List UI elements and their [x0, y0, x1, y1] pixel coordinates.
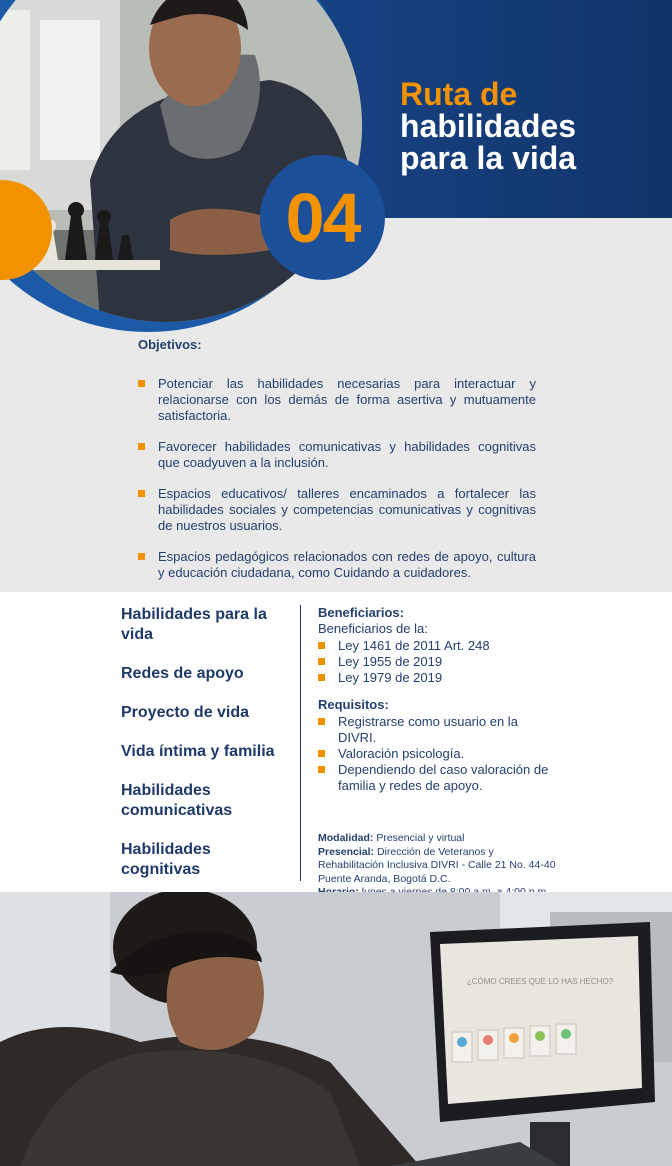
objectives-section: [138, 337, 536, 592]
requirement-item: Registrarse como usuario en la DIVRI.: [318, 714, 558, 746]
beneficiary-item: Ley 1955 de 2019: [318, 654, 558, 670]
objective-item: Espacios pedagógicos relacionados con redes de apoyo, cultura y educación ciudadana, como Cuidando a cuidadores.: [138, 549, 536, 581]
modalidad-line: Modalidad: Presencial y virtual: [318, 832, 465, 844]
beneficiaries-list: [318, 638, 558, 686]
topic-item: Proyecto de vida: [121, 704, 250, 721]
requirement-item: Dependiendo del caso valoración de familia y redes de apoyo.: [318, 762, 558, 794]
topic-item: Vida íntima y familia: [121, 743, 275, 760]
requirements-list: [318, 714, 558, 794]
square-bullet-icon: [318, 750, 325, 757]
topic-item: Habilidades cognitivas: [121, 841, 211, 878]
square-bullet-icon: [138, 443, 145, 450]
beneficiaries-heading: Beneficiarios:: [318, 605, 404, 620]
title-line-1: Ruta de: [400, 76, 518, 112]
beneficiaries-intro: Beneficiarios de la:: [318, 621, 428, 636]
objectives-heading: Objetivos:: [138, 337, 202, 352]
computer-user-photo: [0, 892, 672, 1166]
objective-item: Potenciar las habilidades necesarias para interactuar y relacionarse con los demás de forma asertiva y mutuamente satisfactoria.: [138, 376, 536, 424]
square-bullet-icon: [318, 766, 325, 773]
square-bullet-icon: [318, 718, 325, 725]
vertical-divider: [300, 605, 301, 881]
requirements-heading: Requisitos:: [318, 697, 389, 712]
square-bullet-icon: [318, 658, 325, 665]
details-column: [318, 605, 558, 900]
topic-item: Redes de apoyo: [121, 665, 244, 682]
details-section: [0, 592, 672, 892]
route-number: 04: [285, 178, 360, 257]
page-title: [400, 78, 576, 174]
beneficiary-item: Ley 1979 de 2019: [318, 670, 558, 686]
requirement-item: Valoración psicología.: [318, 746, 558, 762]
title-line-3: para la vida: [400, 140, 577, 176]
topics-list: [121, 605, 291, 899]
square-bullet-icon: [138, 553, 145, 560]
square-bullet-icon: [318, 674, 325, 681]
topic-item: Habilidades para la vida: [121, 606, 267, 643]
beneficiary-item: Ley 1461 de 2011 Art. 248: [318, 638, 558, 654]
objective-item: Espacios educativos/ talleres encaminados a fortalecer las habilidades sociales y competencias comunicativas y cognitivas de nuestros usuarios.: [138, 486, 536, 534]
presencial-line: Presencial: Dirección de Veteranos y Rehabilitación Inclusiva DIVRI - Calle 21 No. 44-40 Puente Aranda, Bogotá D.C.: [318, 845, 556, 885]
topic-item: Habilidades comunicativas: [121, 782, 233, 819]
square-bullet-icon: [138, 380, 145, 387]
computer-user-illustration: [0, 892, 672, 1166]
title-line-2: habilidades: [400, 108, 577, 144]
route-number-badge: [260, 155, 385, 280]
screen-heading: ¿CÓMO CREES QUE LO HAS HECHO?: [466, 977, 614, 986]
objective-item: Favorecer habilidades comunicativas y habilidades cognitivas que coadyuven a la inclusión.: [138, 439, 536, 471]
schedule-info: [318, 832, 558, 900]
square-bullet-icon: [318, 642, 325, 649]
square-bullet-icon: [138, 490, 145, 497]
